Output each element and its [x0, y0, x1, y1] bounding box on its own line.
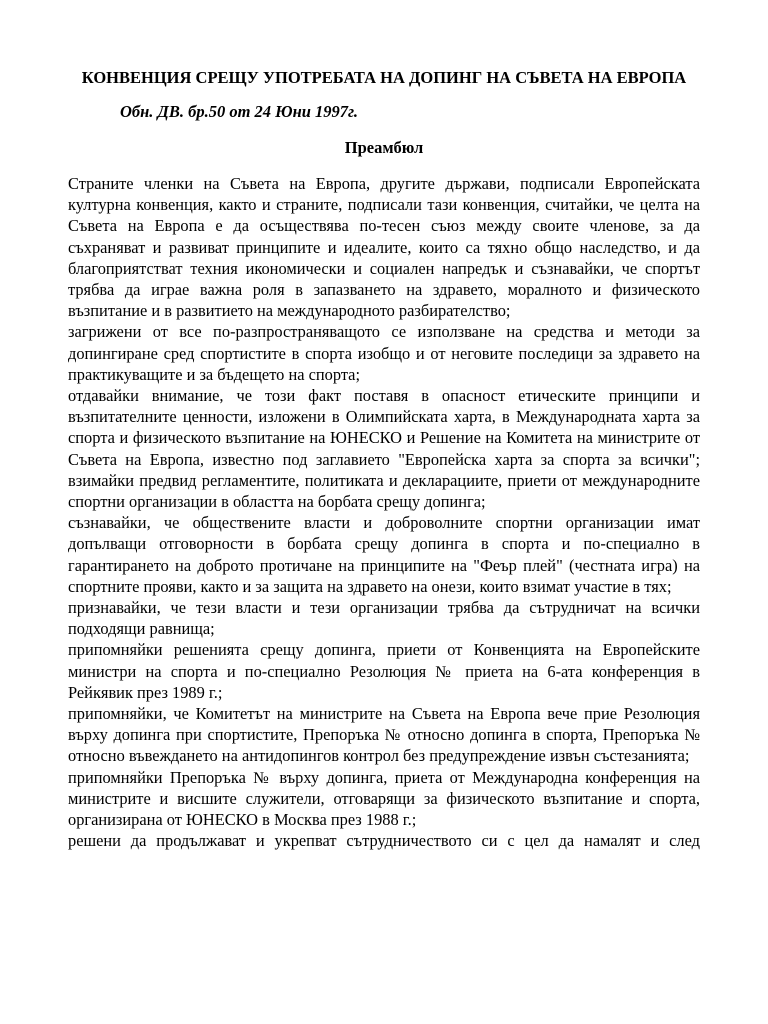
paragraph: признавайки, че тези власти и тези организации трябва да сътрудничат на всички подходящи равнища;	[68, 598, 700, 639]
publication-note: Обн. ДВ. бр.50 от 24 Юни 1997г.	[120, 102, 359, 121]
paragraph: припомняйки, че Комитетът на министрите на Съвета на Европа вече прие Резолюция върху допинга при спортистите, Препоръка № относно допинга в спорта, Препоръка № относно въвеждането на антидопингов контрол без предупреждение извън състезанията;	[68, 704, 700, 766]
paragraph: загрижени от все по-разпространяващото се използване на средства и методи за допингиране сред спортистите в спорта изобщо и от неговите последици за здравето на практикуващите и за бъдещето на спорта;	[68, 322, 700, 384]
paragraph: решени да продължават и укрепват сътрудничеството си с цел да намалят и след	[68, 831, 700, 851]
document-page	[68, 68, 700, 852]
paragraph: Страните членки на Съвета на Европа, другите държави, подписали Европейската културна конвенция, както и страните, подписали тази конвенция, считайки, че целта на Съвета на Европа е да осъществява по-тесен съюз между своите членове, за да съхраняват и развиват принципите и идеалите, които са тяхно общо наследство, и да благоприятстват техния икономически и социален напредък и съзнавайки, че спортът трябва да играе важна роля в запазването на здравето, моралното и физическото възпитание и в развитието на международното разбирателство;	[68, 174, 700, 321]
paragraph: съзнавайки, че обществените власти и доброволните спортни организации имат допълващи отговорности в борбата срещу допинга в спорта и по-специално в гарантирането на доброто протичане на принципите на "Феър плей" (честната игра) на спортните прояви, както и за защита на здравето на онези, които взимат участие в тях;	[68, 513, 700, 596]
section-heading: Преамбюл	[344, 138, 424, 157]
paragraph: припомняйки решенията срещу допинга, приети от Конвенцията на Европейските министри на спорта и по-специално Резолюция № приета на 6-ата конференция в Рейкявик през 1989 г.;	[68, 640, 700, 702]
document-title: КОНВЕНЦИЯ СРЕЩУ УПОТРЕБАТА НА ДОПИНГ НА СЪВЕТА НА ЕВРОПА	[81, 68, 687, 87]
document-body	[68, 173, 700, 852]
paragraph: припомняйки Препоръка № върху допинга, приета от Международна конференция на министрите и висшите служители, отговарящи за физическото възпитание и спорта, организирана от ЮНЕСКО в Москва през 1988 г.;	[68, 767, 700, 830]
paragraph: отдавайки внимание, че този факт поставя в опасност етическите принципи и възпитателните ценности, изложени в Олимпийската харта, в Международната харта за спорта и физическото възпитание на ЮНЕСКО и Решение на Комитета на министрите от Съвета на Европа, известно под заглавието "Европейска харта за спорта за всички"; взимайки предвид регламентите, политиката и декларациите, приети от международните спортни организации в областта на борбата срещу допинга;	[68, 386, 700, 512]
